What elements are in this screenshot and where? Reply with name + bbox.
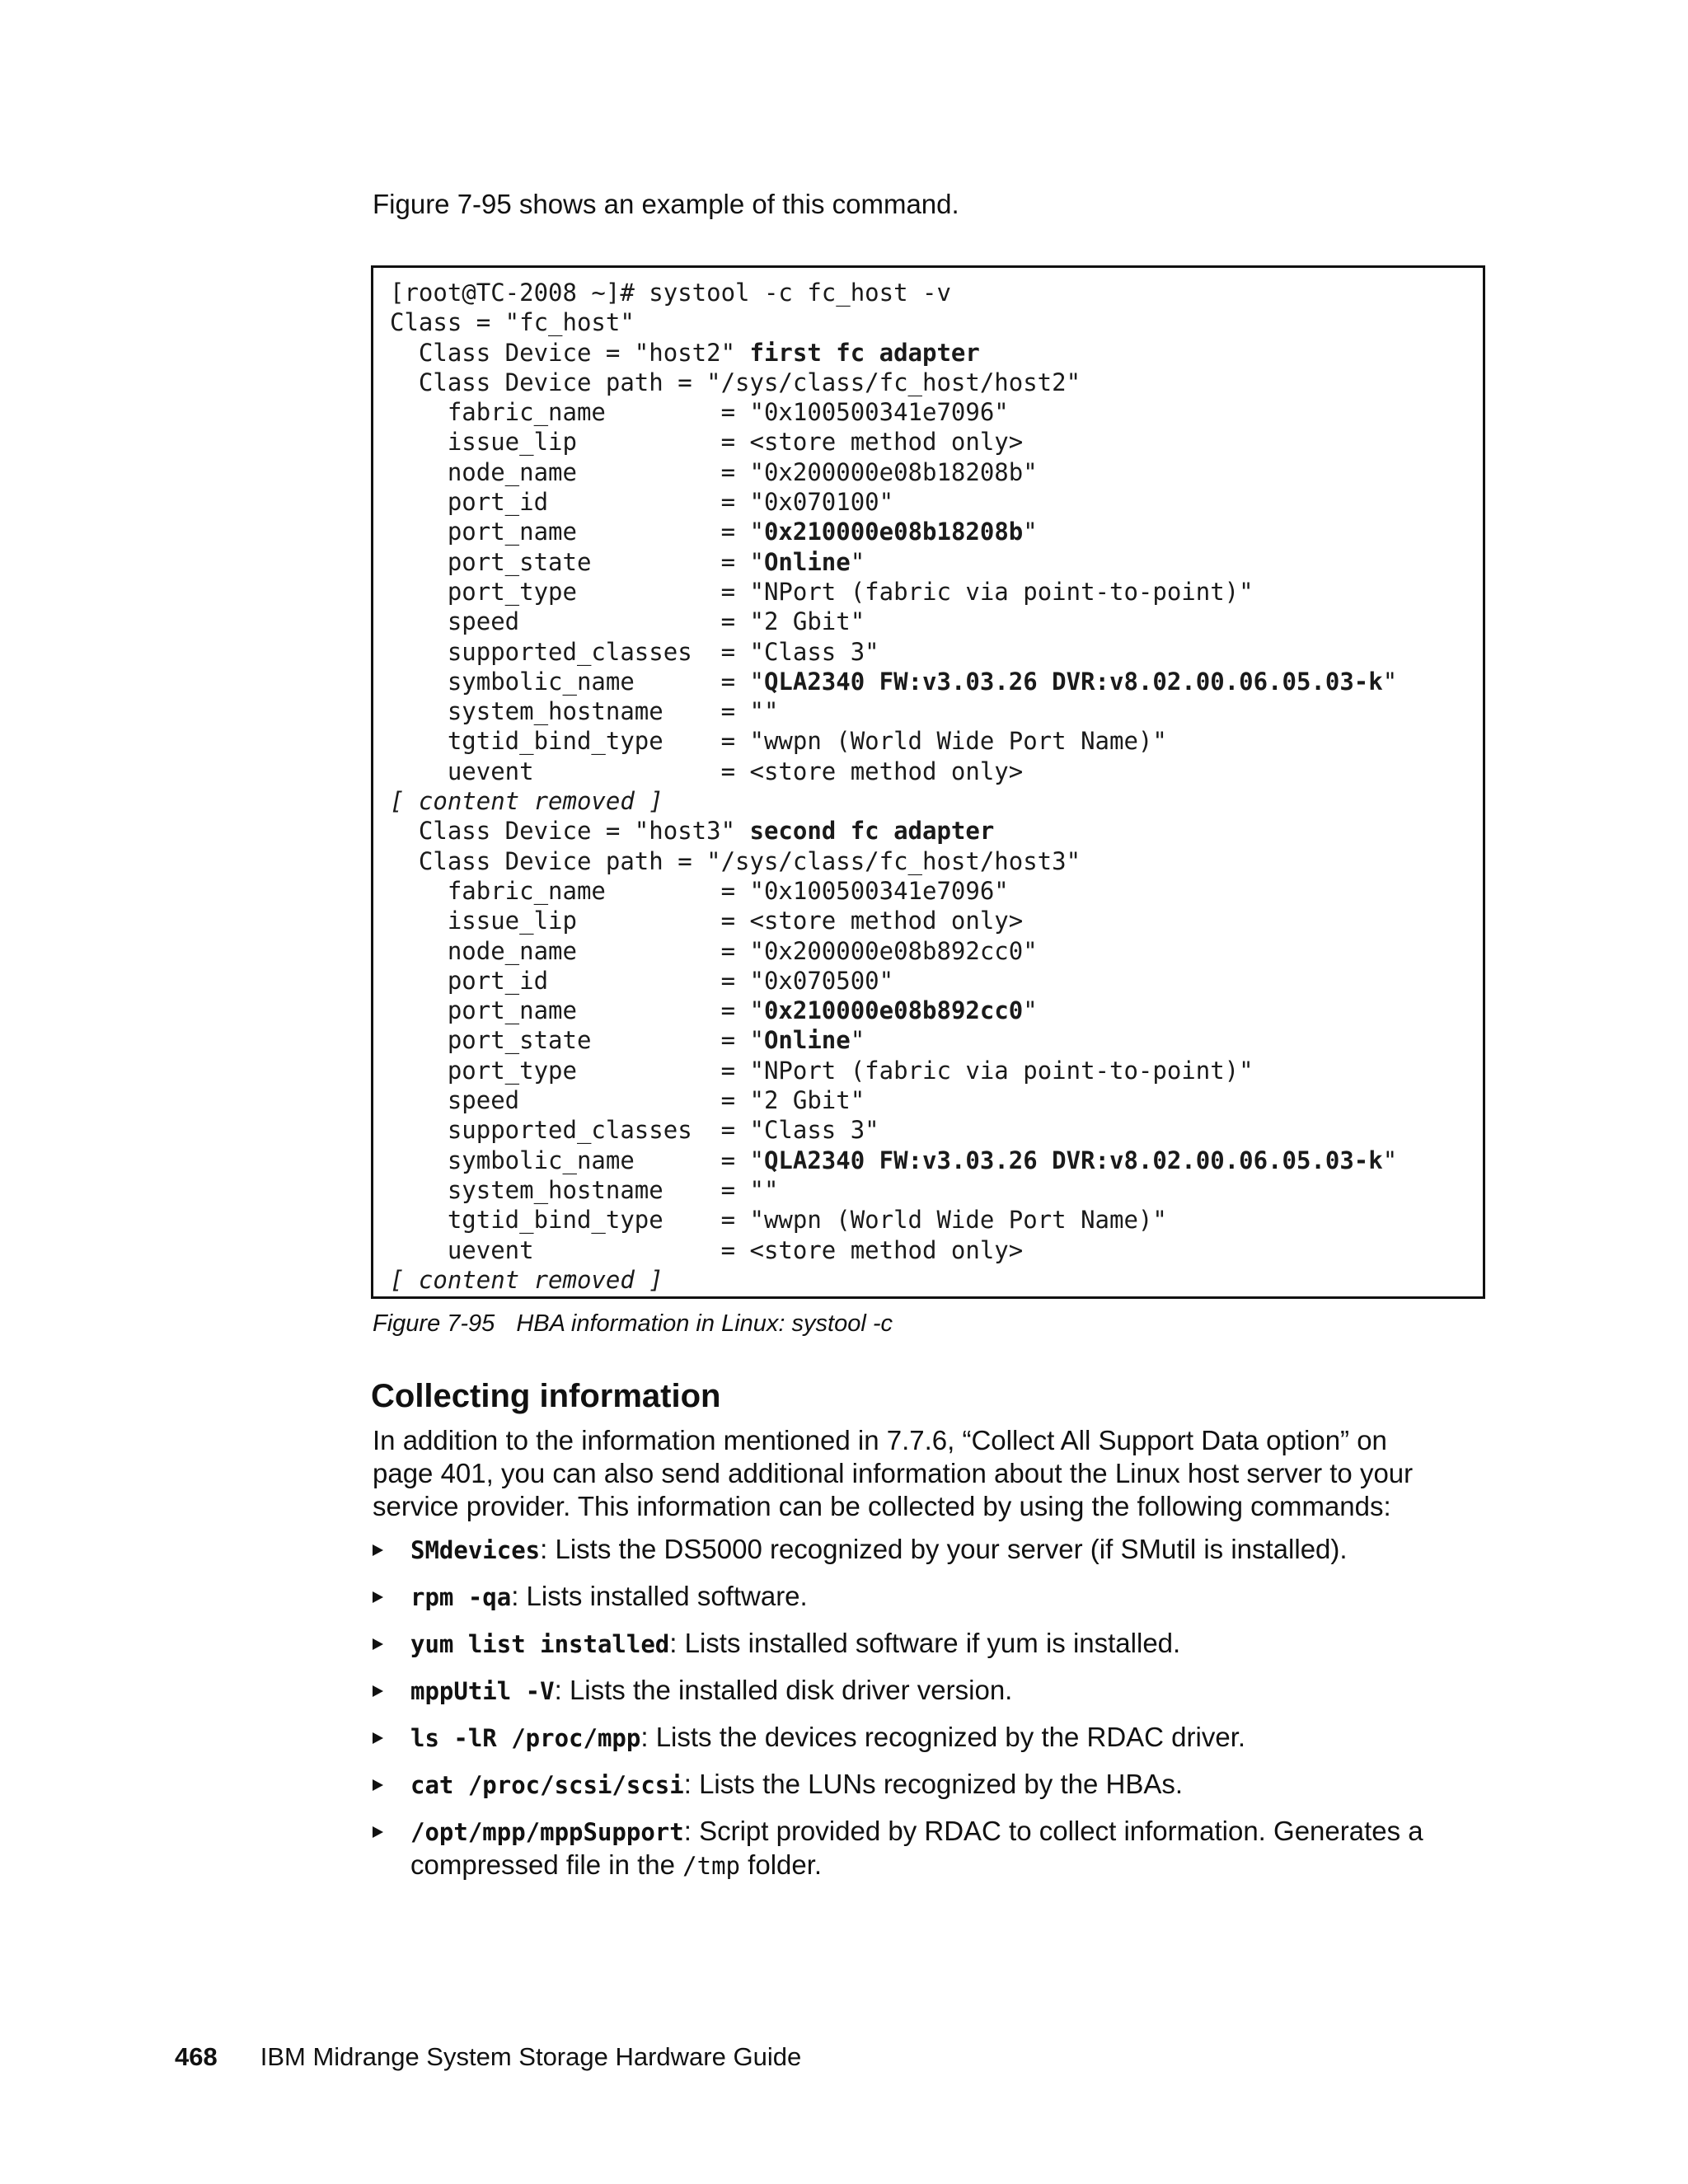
code-attr-line: system_hostname = "" [390, 1175, 779, 1204]
code-attr-line: symbolic_name = "QLA2340 FW:v3.03.26 DVR:v8.02.00.06.05.03-k" [390, 667, 1398, 696]
code-attr-line: speed = "2 Gbit" [390, 1086, 865, 1115]
caption-text: HBA information in Linux: systool -c [516, 1310, 893, 1337]
bullet-arrow-icon [373, 1544, 383, 1556]
page-footer [175, 2042, 801, 2072]
folder-path: /tmp [682, 1852, 741, 1880]
device-note: first fc adapter [749, 338, 980, 367]
code-attr-line: port_name = "0x210000e08b18208b" [390, 518, 1038, 546]
code-attr-line: port_type = "NPort (fabric via point-to-point)" [390, 577, 1254, 606]
list-item: rpm -qa: Lists installed software. [373, 1580, 1469, 1614]
command-name: SMdevices [410, 1536, 541, 1564]
code-attr-line: system_hostname = "" [390, 697, 779, 726]
code-class-line: Class = "fc_host" [390, 308, 635, 337]
code-attr-line: supported_classes = "Class 3" [390, 637, 879, 666]
code-device-path-line: Class Device path = "/sys/class/fc_host/host2" [390, 368, 1081, 396]
list-item: ls -lR /proc/mpp: Lists the devices recognized by the RDAC driver. [373, 1721, 1469, 1755]
code-attr-line: symbolic_name = "QLA2340 FW:v3.03.26 DVR:v8.02.00.06.05.03-k" [390, 1146, 1398, 1174]
list-item: SMdevices: Lists the DS5000 recognized by your server (if SMutil is installed). [373, 1533, 1469, 1567]
intro-text: Figure 7-95 shows an example of this command. [373, 189, 959, 219]
code-attr-line: uevent = <store method only> [390, 1235, 1024, 1264]
code-attr-line: fabric_name = "0x100500341e7096" [390, 876, 1009, 905]
caption-label: Figure 7-95 [373, 1310, 495, 1337]
bullet-arrow-icon [373, 1779, 383, 1791]
code-attr-line: supported_classes = "Class 3" [390, 1116, 879, 1145]
bullet-arrow-icon [373, 1732, 383, 1744]
bullet-arrow-icon [373, 1638, 383, 1650]
code-attr-line: issue_lip = <store method only> [390, 428, 1024, 457]
code-listing [371, 265, 1485, 1299]
page-number: 468 [175, 2042, 218, 2071]
code-attr-line: node_name = "0x200000e08b892cc0" [390, 936, 1038, 965]
code-attr-line: port_id = "0x070100" [390, 488, 894, 517]
book-title: IBM Midrange System Storage Hardware Guide [260, 2042, 802, 2071]
command-name: mppUtil -V [410, 1677, 555, 1705]
code-attr-line: uevent = <store method only> [390, 757, 1024, 785]
command-list [373, 1533, 1469, 1896]
bullet-arrow-icon [373, 1685, 383, 1697]
code-attr-line: port_state = "Online" [390, 1026, 865, 1055]
code-attr-line: port_type = "NPort (fabric via point-to-point)" [390, 1056, 1254, 1085]
bullet-arrow-icon [373, 1826, 383, 1838]
code-attr-line: issue_lip = <store method only> [390, 907, 1024, 935]
code-attr-line: port_state = "Online" [390, 547, 865, 576]
code-attr-line: node_name = "0x200000e08b18208b" [390, 457, 1038, 486]
content-removed-note: [ content removed ] [390, 1265, 663, 1294]
body-paragraph: In addition to the information mentioned in 7.7.6, “Collect All Support Data option” on page 401, you can also send additional information about the Linux host server to your service provider. This information can be collected by using the following commands: [373, 1425, 1414, 1521]
command-name: cat /proc/scsi/scsi [410, 1771, 684, 1799]
code-device-path-line: Class Device path = "/sys/class/fc_host/host3" [390, 846, 1081, 875]
code-device-line: Class Device = "host2" first fc adapter [390, 338, 980, 367]
code-attr-line: port_name = "0x210000e08b892cc0" [390, 996, 1038, 1025]
bullet-arrow-icon [373, 1591, 383, 1603]
code-attr-line: port_id = "0x070500" [390, 966, 894, 995]
section-heading: Collecting information [371, 1378, 721, 1414]
code-attr-line: tgtid_bind_type = "wwpn (World Wide Port Name)" [390, 727, 1167, 756]
content-removed-note: [ content removed ] [390, 787, 663, 816]
code-prompt-line: [root@TC-2008 ~]# systool -c fc_host -v [390, 279, 951, 307]
code-attr-line: fabric_name = "0x100500341e7096" [390, 398, 1009, 427]
list-item: cat /proc/scsi/scsi: Lists the LUNs recognized by the HBAs. [373, 1768, 1469, 1802]
code-attr-line: speed = "2 Gbit" [390, 607, 865, 636]
list-item: yum list installed: Lists installed software if yum is installed. [373, 1627, 1469, 1661]
command-name: ls -lR /proc/mpp [410, 1724, 641, 1752]
code-device-line: Class Device = "host3" second fc adapter [390, 817, 995, 846]
code-attr-line: tgtid_bind_type = "wwpn (World Wide Port Name)" [390, 1206, 1167, 1235]
command-name: rpm -qa [410, 1583, 512, 1611]
command-name: /opt/mpp/mppSupport [410, 1818, 684, 1846]
figure-caption [373, 1310, 893, 1338]
command-name: yum list installed [410, 1630, 670, 1658]
list-item: mppUtil -V: Lists the installed disk driver version. [373, 1674, 1469, 1708]
device-note: second fc adapter [749, 817, 995, 846]
list-item: /opt/mpp/mppSupport: Script provided by RDAC to collect information. Generates a compressed file in the /tmp folder. [373, 1815, 1469, 1882]
